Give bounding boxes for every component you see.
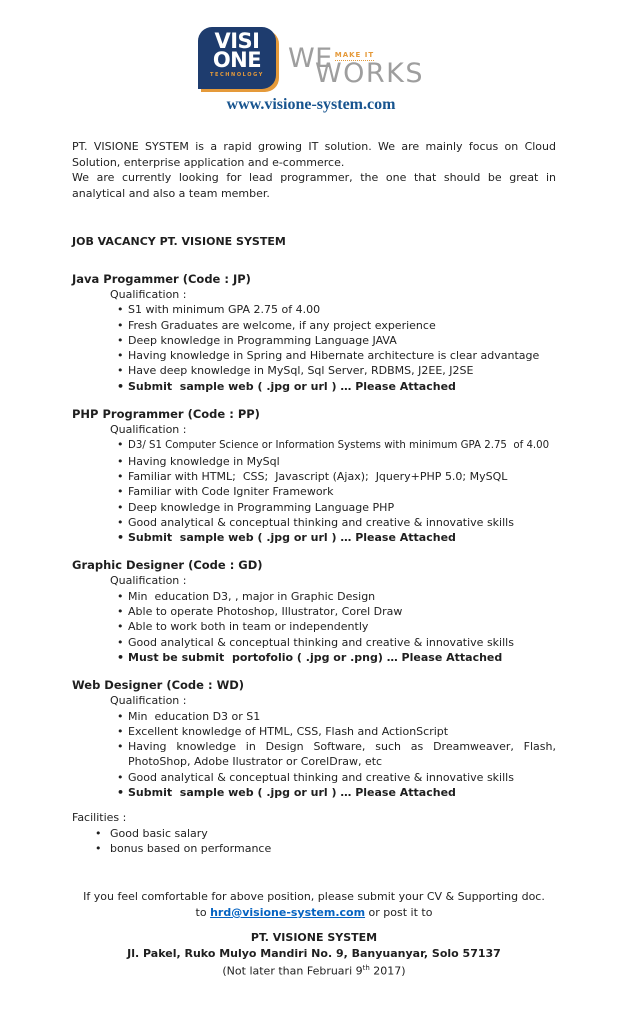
qualification-item-text: Must be submit portofolio ( .jpg or .png) … Please Attached — [128, 650, 503, 664]
qualification-item — [72, 379, 556, 394]
company-name: PT. VISIONE SYSTEM — [250, 931, 378, 945]
bullet-icon: • — [117, 454, 124, 468]
job-vacancy-heading: JOB VACANCY PT. VISIONE SYSTEM — [72, 235, 286, 248]
bullet-icon: • — [117, 303, 124, 317]
brand-header — [0, 27, 622, 89]
section-title: Web Designer (Code : WD) — [72, 678, 245, 693]
bullet-icon: • — [117, 485, 124, 499]
closing-line-2 — [72, 905, 556, 921]
qualification-item — [72, 650, 556, 665]
bullet-icon: • — [117, 531, 125, 545]
qualification-item — [72, 500, 556, 515]
closing-line-2-prefix: to — [195, 905, 211, 919]
qualification-item-text: S1 with minimum GPA 2.75 of 4.00 — [128, 303, 321, 317]
qualification-item-text: Deep knowledge in Programming Language JAVA — [128, 333, 397, 347]
job-sections — [72, 271, 560, 800]
bullet-icon: • — [117, 318, 124, 332]
bullet-icon: • — [117, 438, 124, 452]
bullet-icon: • — [117, 740, 124, 754]
qualification-item-text: Having knowledge in MySql — [128, 454, 280, 468]
qualification-item-text: Submit sample web ( .jpg or url ) … Please Attached — [128, 379, 456, 393]
qualification-item — [72, 515, 556, 530]
company-address: Jl. Pakel, Ruko Mulyo Mandiri No. 9, Banyuanyar, Solo 57137 — [127, 946, 501, 960]
job-section — [72, 406, 556, 545]
wordmark-we: WE — [287, 43, 333, 74]
qualification-item-text: Able to work both in team or independently — [128, 620, 369, 634]
qualification-label: Qualification : — [110, 574, 187, 588]
qualification-item-text: Having knowledge in Design Software, such as Dreamweaver, Flash, PhotoShop, Adobe Ilustrator or CorelDraw, etc — [128, 740, 560, 769]
logo-text-one: ONE — [212, 48, 262, 72]
logo-tagline: TECHNOLOGY — [209, 72, 264, 78]
bullet-icon: • — [117, 605, 124, 619]
we-make-it-works-wordmark — [287, 43, 425, 89]
bullet-icon: • — [117, 333, 124, 347]
job-section — [72, 557, 556, 665]
qualification-list — [72, 589, 556, 665]
section-title: Graphic Designer (Code : GD) — [72, 558, 263, 573]
bullet-icon: • — [95, 841, 102, 855]
bullet-icon: • — [117, 364, 124, 378]
qualification-list — [72, 709, 560, 801]
logo-text-visi: VISI — [214, 29, 260, 53]
wordmark-works: WORKS — [314, 58, 425, 89]
closing-line-1: If you feel comfortable for above position, please submit your CV & Supporting doc. — [83, 890, 545, 904]
bullet-icon: • — [117, 709, 124, 723]
bullet-icon: • — [117, 620, 124, 634]
qualification-item — [72, 318, 556, 333]
qualification-item — [72, 484, 556, 499]
qualification-item — [72, 589, 556, 604]
company-block — [72, 930, 556, 979]
qualification-item-text: Good analytical & conceptual thinking and creative & innovative skills — [128, 515, 514, 529]
facilities-list — [72, 826, 556, 857]
qualification-item — [72, 469, 556, 484]
qualification-item — [72, 635, 556, 650]
qualification-item-text: Familiar with Code Igniter Framework — [128, 485, 334, 499]
bullet-icon: • — [117, 724, 124, 738]
job-section — [72, 271, 556, 394]
qualification-item-text: Good analytical & conceptual thinking and creative & innovative skills — [128, 635, 514, 649]
deadline-line — [72, 961, 556, 979]
qualification-item — [72, 363, 556, 378]
section-title: PHP Programmer (Code : PP) — [72, 407, 260, 422]
closing-section — [72, 889, 556, 979]
bullet-icon: • — [95, 826, 102, 840]
qualification-label: Qualification : — [110, 694, 187, 708]
visione-logo-icon — [198, 27, 276, 89]
facility-item-text: Good basic salary — [110, 826, 208, 840]
qualification-item — [72, 739, 560, 770]
qualification-item-text: Able to operate Photoshop, Illustrator, Corel Draw — [128, 605, 403, 619]
bullet-icon: • — [117, 379, 125, 393]
bullet-icon: • — [117, 635, 124, 649]
bullet-icon: • — [117, 349, 124, 363]
bullet-icon: • — [117, 469, 124, 483]
bullet-icon: • — [117, 500, 124, 514]
facility-item — [72, 841, 556, 856]
qualification-item-text: Good analytical & conceptual thinking and creative & innovative skills — [128, 770, 514, 784]
qualification-list — [72, 437, 556, 545]
qualification-list — [72, 302, 556, 394]
bullet-icon: • — [117, 786, 125, 800]
wordmark-make-it: MAKE IT — [334, 51, 375, 59]
bullet-icon: • — [117, 650, 125, 664]
qualification-label: Qualification : — [110, 423, 187, 437]
document-body — [0, 139, 622, 979]
qualification-item — [72, 785, 556, 800]
job-section — [72, 677, 560, 800]
qualification-item-text: Have deep knowledge in MySql, Sql Server, RDBMS, J2EE, J2SE — [128, 364, 474, 378]
email-link[interactable]: hrd@visione-system.com — [210, 905, 366, 919]
qualification-item-text: Min education D3 or S1 — [128, 709, 261, 723]
facility-item — [72, 826, 556, 841]
intro-paragraph-1: PT. VISIONE SYSTEM is a rapid growing IT solution. We are mainly focus on Cloud Solution, enterprise application and e-commerce. — [72, 140, 556, 169]
closing-line-2-suffix: or post it to — [365, 905, 433, 919]
qualification-item-text: Having knowledge in Spring and Hibernate architecture is clear advantage — [128, 349, 540, 363]
qualification-item — [72, 348, 556, 363]
deadline-prefix: (Not later than Februari 9 — [222, 964, 363, 978]
qualification-item-text: Min education D3, , major in Graphic Design — [128, 589, 376, 603]
intro-paragraph-2: We are currently looking for lead programmer, the one that should be great in analytical and also a team member. — [72, 171, 556, 200]
deadline-ordinal: th — [362, 964, 370, 973]
bullet-icon: • — [117, 515, 124, 529]
qualification-item-text: Submit sample web ( .jpg or url ) … Please Attached — [128, 531, 456, 545]
qualification-item-text: D3/ S1 Computer Science or Information Systems with minimum GPA 2.75 of 4.00 — [128, 440, 550, 452]
bullet-icon: • — [117, 770, 124, 784]
deadline-suffix: 2017) — [369, 964, 406, 978]
facilities-section — [72, 810, 556, 856]
qualification-item — [72, 724, 556, 739]
qualification-item-text: Fresh Graduates are welcome, if any project experience — [128, 318, 436, 332]
qualification-item — [72, 619, 556, 634]
qualification-item — [72, 454, 556, 469]
facilities-title: Facilities : — [72, 811, 127, 825]
facility-item-text: bonus based on performance — [110, 841, 272, 855]
qualification-item — [72, 333, 556, 348]
bullet-icon: • — [117, 589, 124, 603]
section-title: Java Progammer (Code : JP) — [72, 272, 251, 286]
qualification-label: Qualification : — [110, 288, 187, 301]
qualification-item-text: Deep knowledge in Programming Language PHP — [128, 500, 395, 514]
qualification-item — [72, 302, 556, 317]
qualification-item — [72, 709, 556, 724]
qualification-item — [72, 437, 556, 453]
qualification-item — [72, 770, 556, 785]
qualification-item — [72, 604, 556, 619]
qualification-item-text: Excellent knowledge of HTML, CSS, Flash and ActionScript — [128, 724, 449, 738]
qualification-item-text: Familiar with HTML; CSS; Javascript (Ajax); Jquery+PHP 5.0; MySQL — [128, 469, 508, 483]
qualification-item — [72, 530, 556, 545]
qualification-item-text: Submit sample web ( .jpg or url ) … Please Attached — [128, 786, 456, 800]
website-url: www.visione-system.com — [226, 96, 396, 113]
